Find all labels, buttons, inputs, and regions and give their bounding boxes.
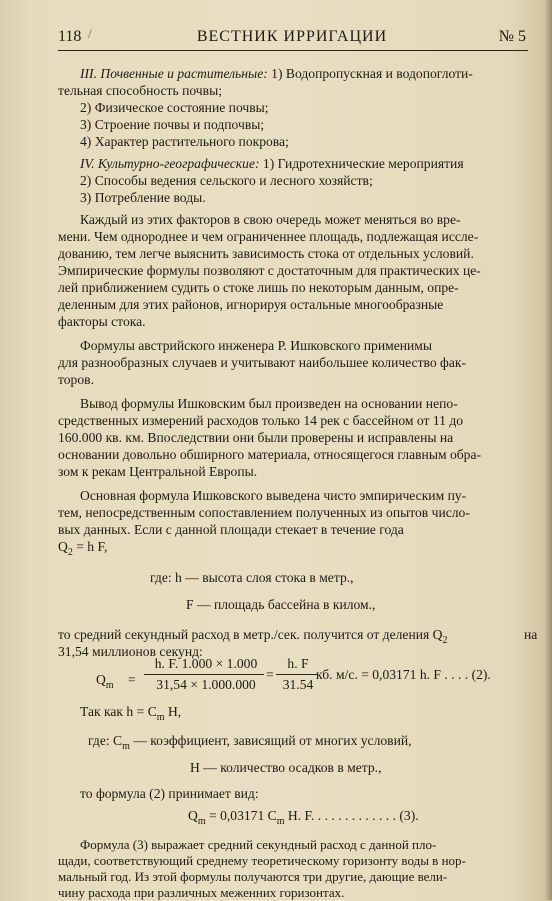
formula1	[58, 539, 108, 558]
para3-line: основании довольно обширного материала, относящегося главным обра-	[58, 447, 482, 462]
list4-first-item: 1) Гидротехнические мероприятия	[262, 156, 464, 171]
formula1-rhs: = h F,	[76, 539, 108, 554]
formula1-q-sub: 2	[67, 547, 73, 558]
where1-f-def: F — площадь бассейна в килом.,	[186, 597, 376, 612]
where2-line-1	[88, 733, 412, 752]
para2-line: торов.	[58, 372, 94, 387]
issue-number: № 5	[498, 28, 526, 45]
list3-heading: III. Почвенные и растительные:	[80, 66, 268, 81]
where1-h	[150, 570, 354, 586]
para5-sub: 2	[442, 635, 448, 646]
list3-first-item-cont: тельная способность почвы;	[58, 83, 222, 98]
formula2-numerator-2: h. F	[287, 656, 309, 671]
formula2-numerator-1: h. F. 1.000 × 1.000	[154, 656, 258, 671]
list3-item-4: 4) Характер растительного покрова;	[80, 134, 289, 149]
where1-h-def: h — высота слоя стока в метр.,	[175, 570, 354, 585]
para5-end: на	[524, 627, 538, 642]
where2-h-def: H — количество осадков в метр.,	[190, 760, 382, 775]
formula3-mid-sub: m	[276, 816, 285, 827]
header-rule	[58, 50, 528, 51]
formula3-end: H. F. . . . . . . . . . . . . (3).	[287, 808, 419, 823]
para3-line: средственных измерений расходов только 14 рек с бассейном от 11 до	[58, 413, 464, 428]
para2-line: для разнообразных случаев и учитывают наибольшее количество фак-	[58, 355, 467, 370]
running-header	[58, 28, 526, 50]
para6-line: мальный год. Из этой формулы получаются три другие, дающие вели-	[58, 869, 448, 884]
list3-heading-line	[80, 66, 473, 82]
list3-item-2: 2) Физическое состояние почвы;	[80, 100, 269, 115]
list3-first-item: 1) Водопропускная и водопоглоти-	[271, 66, 473, 81]
para3-line: Вывод формулы Ишковским был произведен на основании непо-	[80, 396, 458, 411]
page-edge-shadow	[544, 0, 552, 900]
para4-line: тем, непосредственным сопоставлением полученных из опытов число-	[58, 505, 470, 520]
para1-line: Каждый из этих факторов в свою очередь может меняться во вре-	[80, 212, 461, 227]
para3-line: зом к рекам Центральной Европы.	[58, 464, 258, 479]
para2-line: Формулы австрийского инженера Р. Ишковского применимы	[80, 338, 433, 353]
list4-heading: IV. Культурно-географические:	[80, 156, 260, 171]
para3-line: 160.000 кв. км. Впоследствии они были проверены и исправлены на	[58, 430, 454, 445]
para5-text: то средний секундный расход в метр./сек. получится от деления Q	[58, 627, 443, 642]
para1-line: дованию, тем легче выяснить зависимость стока от отдельных условий.	[58, 246, 474, 261]
formula3-q-sub: m	[197, 816, 206, 827]
formula2-eq: =	[128, 672, 136, 687]
formula2-denominator-2: 31.54	[282, 677, 314, 692]
so-line	[80, 704, 182, 723]
para1-line: мени. Чем однороднее и чем ограниченнее площадь, подлежащая иссле-	[58, 229, 479, 244]
where1-label: где:	[150, 570, 172, 585]
para4-line: Основная формула Ишковского выведена чисто эмпирическим пу-	[80, 488, 467, 503]
fraction-bar-1	[144, 674, 264, 675]
list4-item-3: 3) Потребление воды.	[80, 190, 206, 205]
so-text: Так как h = C	[80, 704, 157, 719]
para6-line: чину расхода при различных меженних горизонтах.	[58, 885, 345, 900]
journal-title: ВЕСТНИК ИРРИГАЦИИ	[196, 28, 388, 45]
page-number: 118	[58, 28, 82, 45]
para4-line: вых данных. Если с данной площади стекает в течение года	[58, 522, 404, 537]
para6-line: Формула (3) выражает средний секундный расход с данной пло-	[80, 837, 437, 852]
formula1-q: Q	[58, 539, 68, 554]
formula2-tail: кб. м/с. = 0,03171 h. F . . . . (2).	[316, 667, 491, 682]
formula2-q-sub: m	[105, 680, 114, 691]
formula3-mid: = 0,03171 C	[209, 808, 277, 823]
formula3-q: Q	[188, 808, 198, 823]
para1-line: факторы стока.	[58, 314, 146, 329]
so-sub: m	[156, 712, 165, 723]
then-line: то формула (2) принимает вид:	[80, 786, 259, 801]
para1-line: деленным для этих районов, игнорируя остальные многообразные	[58, 297, 444, 312]
so-end: H,	[167, 704, 182, 719]
where2-sub: m	[122, 741, 130, 752]
pencil-mark: /	[88, 26, 92, 41]
where2-c-def: — коэффициент, зависящий от многих условий,	[133, 733, 412, 748]
formula2-denominator-1: 31,54 × 1.000.000	[156, 677, 256, 692]
fraction-bar-2	[276, 674, 318, 675]
formula3	[188, 808, 419, 827]
list3-item-3: 3) Строение почвы и подпочвы;	[80, 117, 265, 132]
formula2-q: Q	[96, 672, 106, 687]
where2-label: где: C	[88, 733, 123, 748]
para1-line: Эмпирические формулы позволяют с достаточным для практических це-	[58, 263, 481, 278]
formula2-eq2: =	[266, 667, 274, 682]
para1-line: лей приближением судить о стоке лишь по некоторым данным, опре-	[58, 280, 459, 295]
para5-line-2: 31,54 миллионов секунд:	[58, 644, 203, 659]
list4-item-2: 2) Способы ведения сельского и лесного хозяйств;	[80, 173, 373, 188]
list4-heading-line	[80, 156, 464, 172]
para5-line-1	[58, 627, 448, 646]
para6-line: щади, соответствующий среднему теоретическому горизонту воды в нор-	[58, 853, 466, 868]
formula2-lhs	[96, 672, 114, 691]
